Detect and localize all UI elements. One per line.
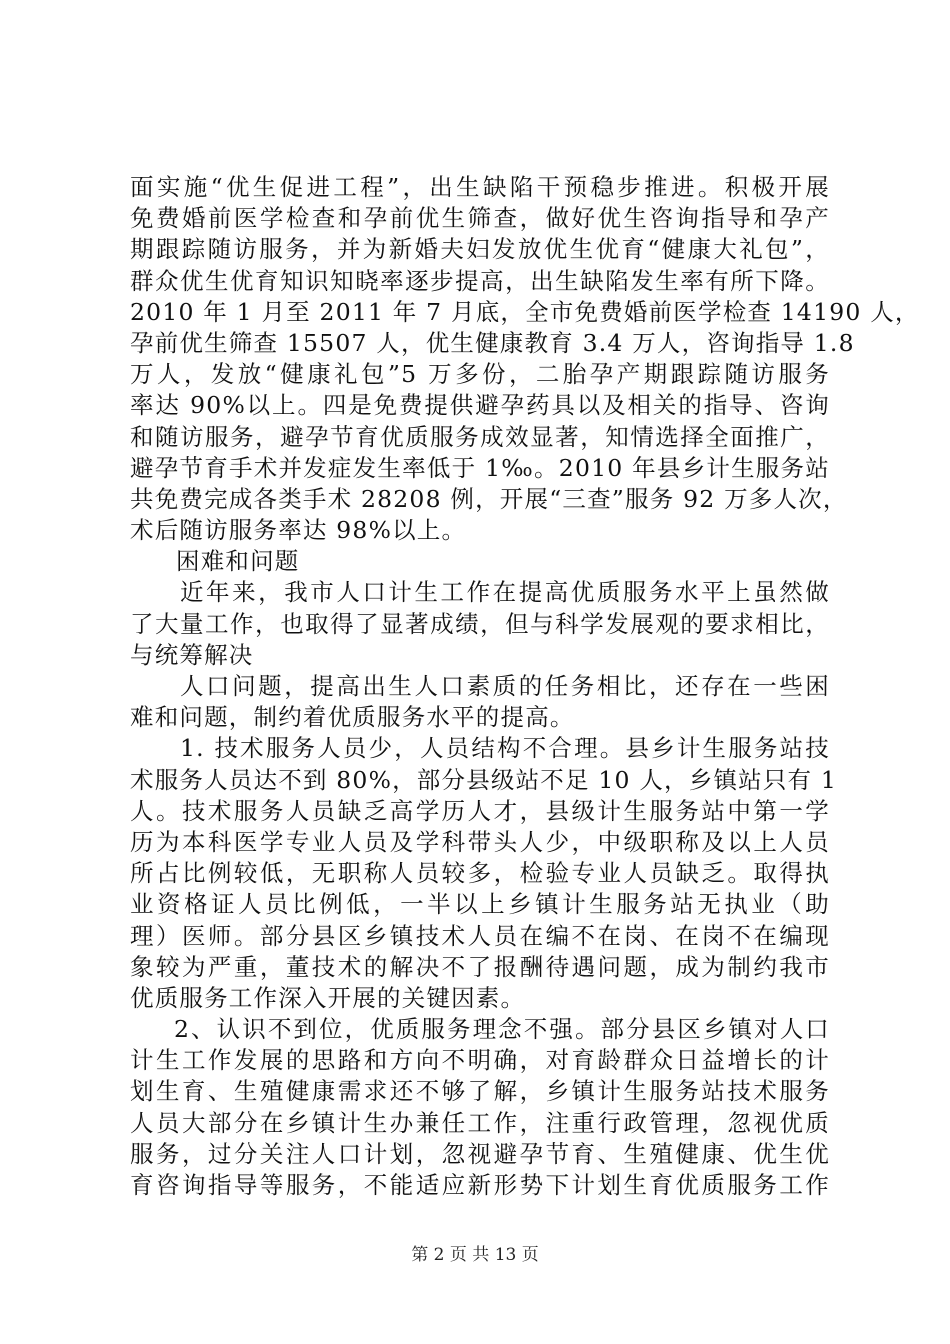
text-line: 人口问题，提高出生人口素质的任务相比，还存在一些困 bbox=[180, 672, 830, 700]
text-line: 困难和问题 bbox=[176, 547, 300, 576]
text-line: 孕前优生筛查 15507 人，优生健康教育 3.4 万人，咨询指导 1.8 bbox=[130, 328, 855, 357]
text-line: 2010 年 1 月至 2011 年 7 月底，全市免费婚前医学检查 14190 人， bbox=[130, 297, 920, 326]
text-line: 避孕节育手术并发症发生率低于 1‰。2010 年县乡计生服务站 bbox=[130, 453, 830, 482]
text-line: 人员大部分在乡镇计生办兼任工作，注重行政管理，忽视优质 bbox=[130, 1108, 830, 1137]
text-line: 了大量工作，也取得了显著成绩，但与科学发展观的要求相比， bbox=[130, 609, 830, 638]
text-line: 共免费完成各类手术 28208 例，开展“三查”服务 92 万多人次， bbox=[130, 484, 848, 513]
text-line: 免费婚前医学检查和孕前优生筛查，做好优生咨询指导和孕产 bbox=[130, 204, 830, 233]
text-line: 象较为严重，董技术的解决不了报酬待遇问题，成为制约我市 bbox=[130, 952, 830, 981]
text-line: 期跟踪随访服务，并为新婚夫妇发放优生优育“健康大礼包”， bbox=[130, 235, 830, 264]
text-line: 服务，过分关注人口计划，忽视避孕节育、生殖健康、优生优 bbox=[130, 1139, 830, 1168]
text-line: 1. 技术服务人员少，人员结构不合理。县乡计生服务站技 bbox=[180, 734, 830, 763]
text-line: 业资格证人员比例低，一半以上乡镇计生服务站无执业（助 bbox=[130, 890, 830, 919]
text-line: 术后随访服务率达 98%以上。 bbox=[130, 516, 467, 545]
body-text bbox=[130, 172, 920, 1201]
text-line: 与统筹解决 bbox=[130, 640, 254, 669]
text-line: 和随访服务，避孕节育优质服务成效显著，知情选择全面推广， bbox=[130, 422, 830, 451]
text-line: 育咨询指导等服务，不能适应新形势下计划生育优质服务工作 bbox=[130, 1171, 830, 1199]
text-line: 难和问题，制约着优质服务水平的提高。 bbox=[130, 703, 575, 732]
text-line: 群众优生优育知识知晓率逐步提高，出生缺陷发生率有所下降。 bbox=[130, 266, 830, 295]
text-line: 历为本科医学专业人员及学科带头人少，中级职称及以上人员 bbox=[130, 827, 830, 856]
text-line: 优质服务工作深入开展的关键因素。 bbox=[130, 983, 526, 1012]
text-line: 人。技术服务人员缺乏高学历人才，县级计生服务站中第一学 bbox=[130, 796, 830, 825]
text-line: 近年来，我市人口计生工作在提高优质服务水平上虽然做 bbox=[180, 578, 830, 607]
text-line: 面实施“优生促进工程”，出生缺陷干预稳步推进。积极开展 bbox=[130, 173, 830, 201]
text-line: 术服务人员达不到 80%，部分县级站不足 10 人，乡镇站只有 1 bbox=[130, 765, 838, 794]
text-line: 万人，发放“健康礼包”5 万多份，二胎孕产期跟踪随访服务 bbox=[130, 360, 830, 389]
text-line: 划生育、生殖健康需求还不够了解，乡镇计生服务站技术服务 bbox=[130, 1077, 830, 1106]
text-line: 所占比例较低，无职称人员较多，检验专业人员缺乏。取得执 bbox=[130, 859, 830, 888]
text-line: 计生工作发展的思路和方向不明确，对育龄群众日益增长的计 bbox=[130, 1046, 830, 1075]
page-footer: 第 2 页 共 13 页 bbox=[411, 1245, 539, 1265]
text-line: 2、认识不到位，优质服务理念不强。部分县区乡镇对人口 bbox=[174, 1015, 830, 1044]
text-line: 率达 90%以上。四是免费提供避孕药具以及相关的指导、咨询 bbox=[130, 391, 830, 420]
text-line: 理）医师。部分县区乡镇技术人员在编不在岗、在岗不在编现 bbox=[130, 921, 830, 950]
